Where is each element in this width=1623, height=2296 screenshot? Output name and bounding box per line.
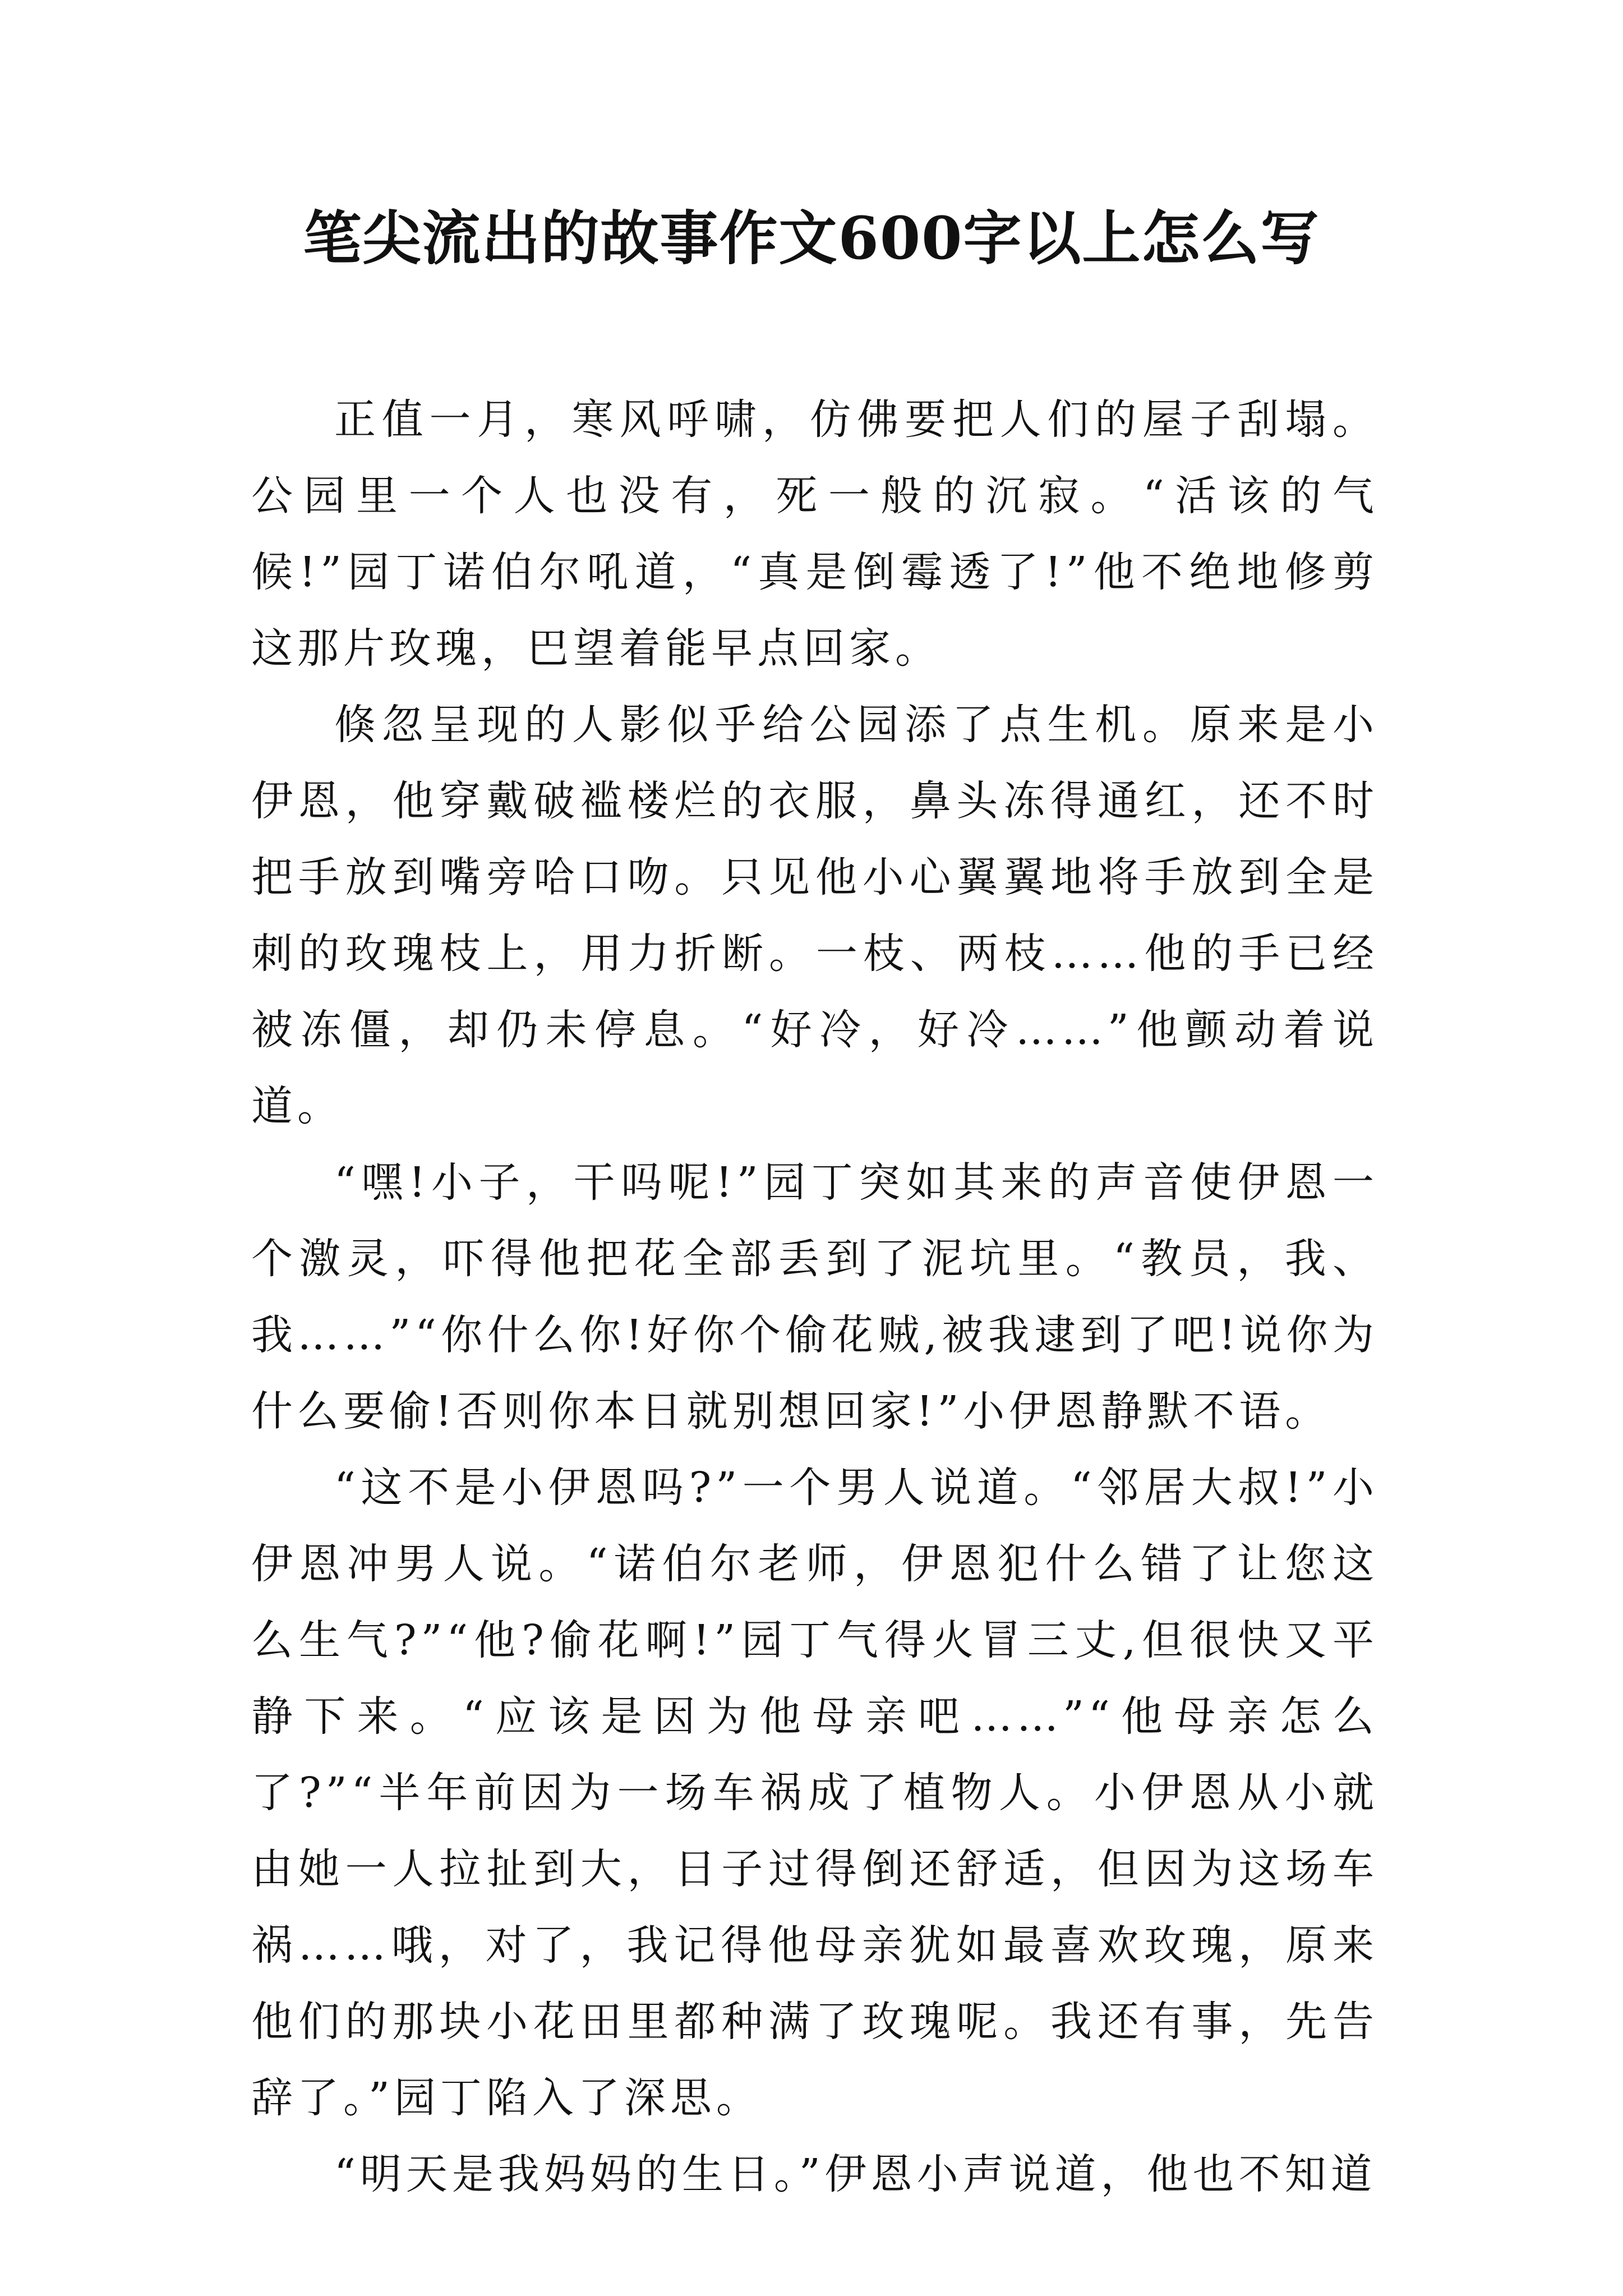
paragraph-4: “这不是小伊恩吗?”一个男人说道。“邻居大叔!”小伊恩冲男人说。“诺伯尔老师，伊恩犯什么错了让您这么生气?”“他?偷花啊!”园丁气得火冒三丈,但很快又平静下来。“应该是因为他母亲吧……”“他母亲怎么了?”“半年前因为一场车祸成了植物人。小伊恩从小就由她一人拉扯到大，日子过得倒还舒适，但因为这场车祸……哦，对了，我记得他母亲犹如最喜欢玫瑰，原来他们的那块小花田里都种满了玫瑰呢。我还有事，先告辞了。”园丁陷入了深思。 — [251, 1464, 1378, 2122]
paragraph-5: “明天是我妈妈的生日。”伊恩小声说道，他也不知道 — [334, 2150, 1377, 2198]
document-body — [251, 381, 1378, 2212]
paragraph-2: 倏忽呈现的人影似乎给公园添了点生机。原来是小伊恩，他穿戴破褴楼烂的衣服，鼻头冻得通红，还不时把手放到嘴旁哈口吻。只见他小心翼翼地将手放到全是刺的玫瑰枝上，用力折断。一枝、两枝……他的手已经被冻僵，却仍未停息。“好冷，好冷……”他颤动着说道。 — [251, 701, 1378, 1130]
paragraph-3: “嘿!小子，干吗呢!”园丁突如其来的声音使伊恩一个激灵，吓得他把花全部丢到了泥坑里。“教员，我、我……”“你什么你!好你个偷花贼,被我逮到了吧!说你为什么要偷!否则你本日就别想回家!”小伊恩静默不语。 — [251, 1158, 1378, 1435]
document-title: 笔尖流出的故事作文600字以上怎么写 — [303, 204, 1320, 273]
paragraph-1: 正值一月，寒风呼啸，仿佛要把人们的屋子刮塌。公园里一个人也没有，死一般的沉寂。“活该的气候!”园丁诺伯尔吼道，“真是倒霉透了!”他不绝地修剪这那片玫瑰，巴望着能早点回家。 — [251, 395, 1378, 673]
